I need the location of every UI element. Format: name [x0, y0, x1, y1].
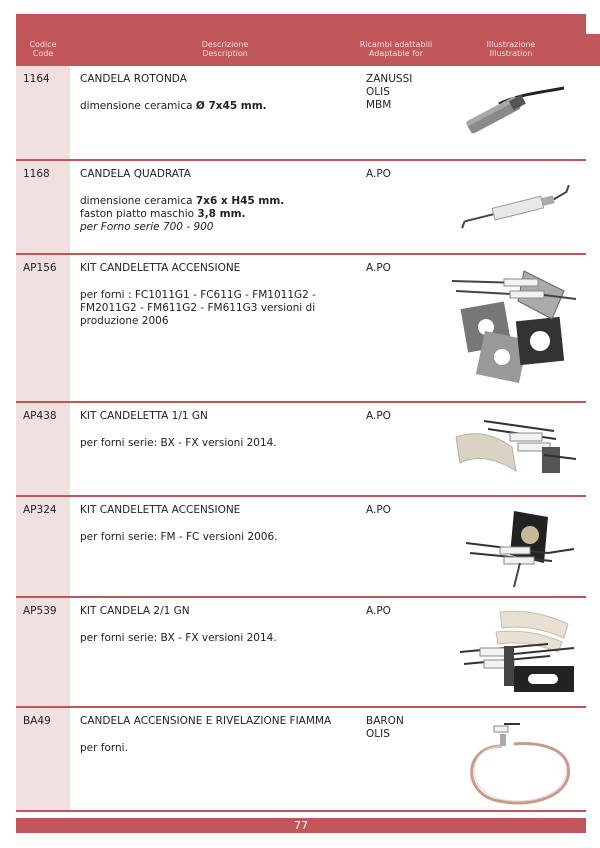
desc-text: dimensione ceramica: [80, 195, 196, 207]
header-code: [16, 40, 70, 58]
desc-bold: 3,8 mm.: [197, 208, 246, 220]
brand-name: BARON: [366, 715, 404, 727]
adaptable-brands: [366, 73, 412, 112]
desc-text: per forni serie: BX - FX versioni 2014.: [80, 632, 277, 644]
header-desc-it: Descrizione: [201, 40, 249, 49]
header-illu-en: Illustration: [489, 49, 533, 58]
part-code: 1164: [23, 73, 50, 85]
part-description: [80, 73, 370, 113]
brand-name: OLIS: [366, 728, 390, 740]
brand-name: A.PO: [366, 504, 391, 516]
table-row: [16, 255, 586, 403]
header-description: [80, 40, 370, 58]
ignition-kit-image: [444, 261, 584, 397]
desc-italic: per Forno serie 700 - 900: [80, 221, 214, 233]
table-row: [16, 598, 586, 708]
header-illustration: [466, 40, 556, 58]
adaptable-brands: [366, 168, 391, 181]
flame-detection-plug-image: [444, 712, 584, 808]
table-row: [16, 708, 586, 812]
part-description: [80, 715, 370, 755]
part-description: [80, 504, 370, 544]
table-row: [16, 403, 586, 497]
spark-plug-kit-image: [444, 604, 584, 704]
part-title: KIT CANDELETTA ACCENSIONE: [80, 262, 241, 274]
part-description: [80, 168, 370, 234]
adaptable-brands: [366, 504, 391, 517]
part-code: 1168: [23, 168, 50, 180]
part-title: CANDELA ACCENSIONE E RIVELAZIONE FIAMMA: [80, 715, 332, 727]
header-adaptable: [356, 40, 436, 58]
page-number: 77: [294, 819, 308, 832]
header-fit-en: Adaptable for: [368, 49, 424, 58]
part-code: AP438: [23, 410, 57, 422]
row-divider: [16, 810, 586, 812]
part-code: AP156: [23, 262, 57, 274]
desc-text: dimensione ceramica: [80, 100, 196, 112]
desc-text: faston piatto maschio: [80, 208, 198, 220]
brand-name: A.PO: [366, 168, 391, 180]
brand-name: ZANUSSI: [366, 73, 413, 85]
header-illu-it: Illustrazione: [486, 40, 536, 49]
code-cell: [16, 255, 70, 403]
part-description: [80, 262, 370, 328]
brand-name: A.PO: [366, 605, 391, 617]
brand-name: A.PO: [366, 262, 391, 274]
part-title: CANDELA ROTONDA: [80, 73, 187, 85]
header-tab: [586, 34, 600, 66]
desc-text: per forni.: [80, 742, 128, 754]
table-row: [16, 161, 586, 255]
adaptable-brands: [366, 715, 404, 741]
table-row: [16, 497, 586, 598]
part-title: CANDELA QUADRATA: [80, 168, 191, 180]
brand-name: MBM: [366, 99, 392, 111]
part-code: AP324: [23, 504, 57, 516]
brand-name: A.PO: [366, 410, 391, 422]
part-title: KIT CANDELETTA 1/1 GN: [80, 410, 208, 422]
ignition-kit-bracket-image: [444, 503, 584, 593]
header-band: [16, 14, 586, 66]
desc-text: per forni serie: FM - FC versioni 2006.: [80, 531, 278, 543]
part-code: AP539: [23, 605, 57, 617]
part-description: [80, 605, 370, 645]
adaptable-brands: [366, 410, 391, 423]
part-description: [80, 410, 370, 450]
adaptable-brands: [366, 262, 391, 275]
header-code-en: Code: [32, 49, 54, 58]
desc-text: produzione 2006: [80, 315, 169, 327]
part-title: KIT CANDELETTA ACCENSIONE: [80, 504, 241, 516]
header-desc-en: Description: [202, 49, 248, 58]
footer-band: [16, 818, 586, 833]
brand-name: OLIS: [366, 86, 390, 98]
desc-bold: Ø 7x45 mm.: [195, 100, 267, 112]
desc-bold: 7x6 x H45 mm.: [195, 195, 285, 207]
desc-text: per forni serie: BX - FX versioni 2014.: [80, 437, 277, 449]
ignition-kit-gn-image: [444, 407, 584, 491]
header-fit-it: Ricambi adattabili: [359, 40, 433, 49]
desc-text: per forni : FC1011G1 - FC611G - FM1011G2 -: [80, 289, 316, 301]
header-code-it: Codice: [29, 40, 57, 49]
desc-text: FM2011G2 - FM611G2 - FM611G3 versioni di: [80, 302, 316, 314]
table-row: [16, 66, 586, 161]
square-spark-plug-image: [444, 165, 584, 245]
adaptable-brands: [366, 605, 391, 618]
part-code: BA49: [23, 715, 51, 727]
part-title: KIT CANDELA 2/1 GN: [80, 605, 190, 617]
round-spark-plug-image: [444, 74, 584, 154]
